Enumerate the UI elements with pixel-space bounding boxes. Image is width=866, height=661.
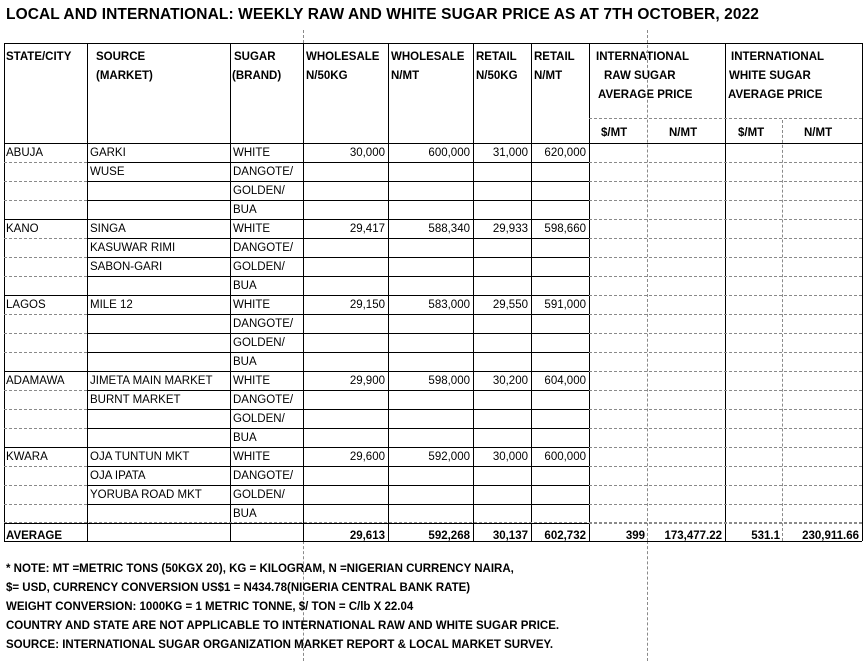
market-cell: BURNT MARKET [90, 394, 181, 406]
row-divider [87, 428, 230, 429]
gridline [589, 428, 862, 429]
gridline [589, 295, 862, 296]
row-divider [87, 238, 230, 239]
retail-50kg-cell: 31,000 [492, 147, 528, 159]
gridline [4, 162, 87, 163]
row-divider [87, 181, 230, 182]
header-sugar: (BRAND) [232, 70, 282, 82]
row-divider [230, 295, 589, 296]
gridline [589, 485, 862, 486]
brand-cell: GOLDEN/ [233, 413, 285, 425]
gridline [589, 352, 862, 353]
retail-mt-cell: 620,000 [544, 147, 586, 159]
gridline [4, 257, 87, 258]
row-divider [87, 219, 230, 220]
table-border-bottom [4, 541, 862, 542]
note-line: SOURCE: INTERNATIONAL SUGAR ORGANIZATION MARKET REPORT & LOCAL MARKET SURVEY. [6, 639, 554, 651]
retail-mt-cell: 598,660 [544, 223, 586, 235]
wholesale-mt-cell: 592,000 [428, 451, 470, 463]
header-retail-50kg: N/50KG [476, 70, 518, 82]
gridline [589, 200, 862, 201]
avg-intl-raw-usd: 399 [625, 530, 645, 542]
avg-intl-white-ngn: 230,911.66 [802, 530, 859, 542]
retail-50kg-cell: 29,933 [492, 223, 528, 235]
row-divider [87, 485, 230, 486]
brand-cell: DANGOTE/ [233, 394, 294, 406]
header-source: SOURCE [96, 51, 146, 63]
note-line: $= USD, CURRENCY CONVERSION US$1 = N434.78(NIGERIA CENTRAL BANK RATE) [6, 582, 471, 594]
header-raw-ngn-mt: N/MT [669, 127, 698, 139]
gridline [4, 390, 87, 391]
brand-cell: DANGOTE/ [233, 318, 294, 330]
row-divider [230, 390, 589, 391]
wholesale-50kg-cell: 29,150 [349, 299, 385, 311]
state-cell: KWARA [6, 451, 48, 463]
wholesale-mt-cell: 598,000 [428, 375, 470, 387]
retail-50kg-cell: 29,550 [492, 299, 528, 311]
header-white-usd-mt: $/MT [738, 127, 765, 139]
brand-cell: WHITE [233, 299, 271, 311]
retail-mt-cell: 591,000 [544, 299, 586, 311]
average-label: AVERAGE [6, 530, 63, 542]
row-divider [87, 352, 230, 353]
group-divider [4, 219, 87, 220]
group-divider [4, 371, 87, 372]
gridline [589, 504, 862, 505]
brand-cell: DANGOTE/ [233, 242, 294, 254]
header-sugar: SUGAR [234, 51, 276, 63]
row-divider [230, 409, 589, 410]
brand-cell: GOLDEN/ [233, 261, 285, 273]
avg-wholesale-mt: 592,268 [428, 530, 470, 542]
gridline [589, 466, 862, 467]
brand-cell: GOLDEN/ [233, 489, 285, 501]
header-intl-white: INTERNATIONAL [731, 51, 825, 63]
row-divider [87, 523, 230, 524]
note-line: WEIGHT CONVERSION: 1000KG = 1 METRIC TONNE, $/ TON = C/lb X 22.04 [6, 601, 414, 613]
wholesale-50kg-cell: 29,600 [349, 451, 385, 463]
row-divider [230, 238, 589, 239]
row-divider [87, 409, 230, 410]
header-intl-raw: RAW SUGAR [604, 70, 676, 82]
row-divider [87, 333, 230, 334]
market-cell: GARKI [90, 147, 126, 159]
gridline [782, 120, 783, 541]
header-wholesale-50kg: N/50KG [306, 70, 348, 82]
gridline [589, 447, 862, 448]
row-divider [87, 371, 230, 372]
row-divider [87, 390, 230, 391]
row-divider [87, 295, 230, 296]
row-divider [87, 504, 230, 505]
wholesale-50kg-cell: 29,417 [349, 223, 385, 235]
gridline [589, 523, 862, 524]
gridline [4, 485, 87, 486]
market-cell: KASUWAR RIMI [90, 242, 176, 254]
brand-cell: BUA [233, 356, 257, 368]
row-divider [230, 276, 589, 277]
avg-wholesale-50kg: 29,613 [349, 530, 385, 542]
avg-retail-mt: 602,732 [544, 530, 586, 542]
header-intl-white: WHITE SUGAR [729, 70, 811, 82]
avg-retail-50kg: 30,137 [492, 530, 528, 542]
gridline [589, 181, 862, 182]
brand-cell: GOLDEN/ [233, 337, 285, 349]
gridline [589, 276, 862, 277]
market-cell: OJA TUNTUN MKT [90, 451, 190, 463]
gridline [647, 30, 648, 541]
state-cell: ADAMAWA [6, 375, 65, 387]
gridline [647, 541, 648, 661]
gridline [589, 162, 862, 163]
market-cell: OJA IPATA [90, 470, 146, 482]
wholesale-50kg-cell: 30,000 [349, 147, 385, 159]
gridline [589, 409, 862, 410]
header-retail-mt: RETAIL [534, 51, 575, 63]
row-divider [87, 466, 230, 467]
group-divider [4, 523, 87, 524]
row-divider [87, 447, 230, 448]
note-line: COUNTRY AND STATE ARE NOT APPLICABLE TO INTERNATIONAL RAW AND WHITE SUGAR PRICE. [6, 620, 560, 632]
group-divider [4, 447, 87, 448]
brand-cell: DANGOTE/ [233, 470, 294, 482]
gridline [589, 257, 862, 258]
note-line: * NOTE: MT =METRIC TONS (50KGX 20), KG = KILOGRAM, N =NIGERIAN CURRENCY NAIRA, [6, 563, 514, 575]
row-divider [87, 200, 230, 201]
avg-intl-white-usd: 531.1 [751, 530, 780, 542]
row-divider [230, 447, 589, 448]
row-divider [230, 162, 589, 163]
header-source: (MARKET) [96, 70, 153, 82]
market-cell: WUSE [90, 166, 125, 178]
market-cell: JIMETA MAIN MARKET [90, 375, 213, 387]
row-divider [230, 504, 589, 505]
brand-cell: WHITE [233, 223, 271, 235]
gridline [4, 466, 87, 467]
row-divider [230, 257, 589, 258]
row-divider [230, 181, 589, 182]
gridline [4, 314, 87, 315]
row-divider [87, 257, 230, 258]
brand-cell: WHITE [233, 375, 271, 387]
row-divider [87, 162, 230, 163]
state-cell: ABUJA [6, 147, 44, 159]
row-divider [87, 314, 230, 315]
header-wholesale-mt: N/MT [391, 70, 420, 82]
row-divider [230, 523, 589, 524]
gridline [4, 333, 87, 334]
market-cell: YORUBA ROAD MKT [90, 489, 202, 501]
wholesale-50kg-cell: 29,900 [349, 375, 385, 387]
gridline [589, 118, 862, 119]
group-divider [4, 295, 87, 296]
table-border-top [4, 43, 862, 44]
brand-cell: BUA [233, 280, 257, 292]
row-divider [230, 466, 589, 467]
brand-cell: BUA [233, 204, 257, 216]
market-cell: SABON-GARI [90, 261, 163, 273]
gridline [4, 181, 87, 182]
state-cell: LAGOS [6, 299, 46, 311]
row-divider [230, 352, 589, 353]
brand-cell: BUA [233, 432, 257, 444]
retail-50kg-cell: 30,200 [492, 375, 528, 387]
retail-mt-cell: 604,000 [544, 375, 586, 387]
row-divider [230, 428, 589, 429]
row-divider [230, 219, 589, 220]
gridline [303, 30, 304, 43]
row-divider [230, 333, 589, 334]
header-raw-usd-mt: $/MT [601, 127, 628, 139]
market-cell: MILE 12 [90, 299, 133, 311]
header-wholesale-mt: WHOLESALE [391, 51, 465, 63]
retail-50kg-cell: 30,000 [492, 451, 528, 463]
wholesale-mt-cell: 600,000 [428, 147, 470, 159]
brand-cell: GOLDEN/ [233, 185, 285, 197]
state-cell: KANO [6, 223, 39, 235]
brand-cell: WHITE [233, 451, 271, 463]
header-wholesale-50kg: WHOLESALE [306, 51, 380, 63]
gridline [4, 238, 87, 239]
gridline [4, 522, 862, 523]
gridline [4, 352, 87, 353]
wholesale-mt-cell: 583,000 [428, 299, 470, 311]
row-divider [230, 371, 589, 372]
header-retail-50kg: RETAIL [476, 51, 517, 63]
row-divider [230, 200, 589, 201]
brand-cell: BUA [233, 508, 257, 520]
sheet-title: LOCAL AND INTERNATIONAL: WEEKLY RAW AND WHITE SUGAR PRICE AS AT 7TH OCTOBER, 2022 [6, 6, 760, 23]
row-divider [230, 485, 589, 486]
header-divider [4, 143, 862, 144]
gridline [589, 333, 862, 334]
header-retail-mt: N/MT [534, 70, 563, 82]
row-divider [230, 314, 589, 315]
row-divider [87, 276, 230, 277]
table-border-right [862, 43, 863, 541]
gridline [4, 428, 87, 429]
gridline [589, 314, 862, 315]
market-cell: SINGA [90, 223, 126, 235]
gridline [4, 276, 87, 277]
header-intl-white: AVERAGE PRICE [728, 89, 823, 101]
retail-mt-cell: 600,000 [544, 451, 586, 463]
gridline [4, 409, 87, 410]
brand-cell: WHITE [233, 147, 271, 159]
gridline [589, 390, 862, 391]
header-intl-raw: INTERNATIONAL [596, 51, 690, 63]
brand-cell: DANGOTE/ [233, 166, 294, 178]
gridline [589, 238, 862, 239]
header-state: STATE/CITY [6, 51, 72, 63]
header-white-ngn-mt: N/MT [804, 127, 833, 139]
header-intl-raw: AVERAGE PRICE [598, 89, 693, 101]
wholesale-mt-cell: 588,340 [428, 223, 470, 235]
gridline [4, 504, 87, 505]
avg-intl-raw-ngn: 173,477.22 [664, 530, 722, 542]
gridline [589, 219, 862, 220]
gridline [4, 200, 87, 201]
gridline [589, 371, 862, 372]
